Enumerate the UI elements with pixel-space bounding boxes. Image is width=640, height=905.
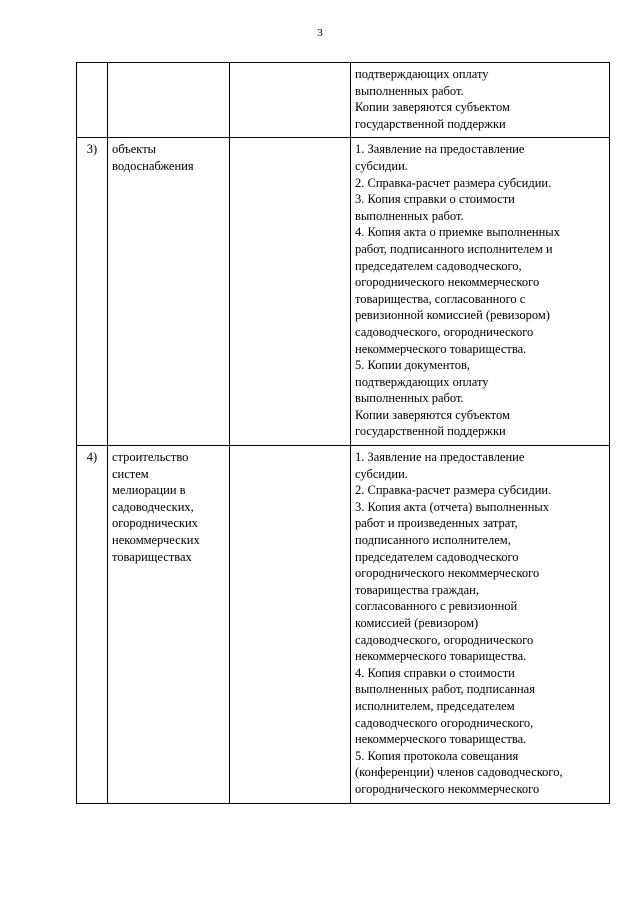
document-line: садоводческого, огороднического	[355, 324, 534, 339]
document-line: 2. Справка-расчет размера субсидии.	[355, 483, 552, 498]
document-line: Копии заверяются субъектом	[355, 100, 510, 115]
document-line: подтверждающих оплату	[355, 67, 489, 81]
object-line: строительство	[112, 450, 189, 465]
object-line: товариществах	[112, 549, 192, 564]
documents-cell	[351, 138, 610, 446]
empty-cell	[230, 138, 351, 446]
document-line: выполненных работ.	[355, 391, 464, 406]
document-line: работ, подписанного исполнителем и	[355, 241, 553, 256]
document-line: выполненных работ.	[355, 83, 464, 98]
object-line: огороднических	[112, 516, 198, 531]
row-number-cell	[77, 63, 108, 138]
object-line: садоводческих,	[112, 499, 194, 514]
document-line: 3. Копия справки о стоимости	[355, 192, 515, 207]
empty-cell	[230, 446, 351, 803]
page-number: 3	[317, 27, 323, 39]
document-line: товарищества, согласованного с	[355, 291, 526, 306]
document-line: 5. Копия протокола совещания	[355, 748, 519, 763]
document-line: подписанного исполнителем,	[355, 533, 511, 548]
empty-cell	[230, 63, 351, 138]
document-line: Копии заверяются субъектом	[355, 407, 510, 422]
object-line: некоммерческих	[112, 533, 200, 548]
document-line: председателем садоводческого	[355, 549, 519, 564]
document-line: подтверждающих оплату	[355, 374, 489, 389]
documents-cell	[351, 63, 610, 138]
object-line: мелиорации в	[112, 483, 186, 498]
document-line: государственной поддержки	[355, 116, 506, 131]
object-line: объекты	[112, 142, 157, 157]
document-line: некоммерческого товарищества.	[355, 649, 527, 664]
document-line: согласованного с ревизионной	[355, 599, 518, 614]
row-number-cell: 3)	[77, 138, 108, 446]
object-cell	[108, 138, 230, 446]
document-line: садоводческого огороднического,	[355, 715, 534, 730]
document-line: (конференции) членов садоводческого,	[355, 765, 563, 780]
object-line: водоснабжения	[112, 158, 194, 173]
document-line: 2. Справка-расчет размера субсидии.	[355, 175, 552, 190]
document-line: исполнителем, председателем	[355, 698, 515, 713]
document-line: работ и произведенных затрат,	[355, 516, 518, 531]
document-line: ревизионной комиссией (ревизором)	[355, 308, 550, 323]
documents-cell	[351, 446, 610, 803]
document-line: некоммерческого товарищества.	[355, 732, 527, 747]
document-line: комиссией (ревизором)	[355, 616, 479, 630]
document-line: товарищества граждан,	[355, 582, 479, 597]
object-line: систем	[112, 466, 149, 481]
document-line: 1. Заявление на предоставление	[355, 142, 525, 157]
object-cell	[108, 446, 230, 803]
document-line: огороднического некоммерческого	[355, 275, 540, 290]
table-row	[77, 446, 610, 803]
document-line: садоводческого, огороднического	[355, 632, 534, 647]
document-line: огороднического некоммерческого	[355, 566, 540, 581]
document-line: выполненных работ, подписанная	[355, 682, 535, 697]
table-row	[77, 138, 610, 446]
document-line: государственной поддержки	[355, 424, 506, 439]
document-line: субсидии.	[355, 158, 408, 173]
document-line: 4. Копия справки о стоимости	[355, 665, 515, 680]
document-line: председателем садоводческого,	[355, 258, 522, 273]
document-line: выполненных работ.	[355, 208, 464, 223]
document-line: 5. Копии документов,	[355, 358, 470, 373]
table-row	[77, 63, 610, 138]
documents-table	[76, 62, 610, 804]
document-line: огороднического некоммерческого	[355, 781, 540, 796]
row-number-cell: 4)	[77, 446, 108, 803]
document-line: субсидии.	[355, 466, 408, 481]
document-line: некоммерческого товарищества.	[355, 341, 527, 356]
document-line: 4. Копия акта о приемке выполненных	[355, 225, 560, 240]
object-cell	[108, 63, 230, 138]
document-line: 1. Заявление на предоставление	[355, 450, 525, 465]
document-line: 3. Копия акта (отчета) выполненных	[355, 499, 550, 514]
